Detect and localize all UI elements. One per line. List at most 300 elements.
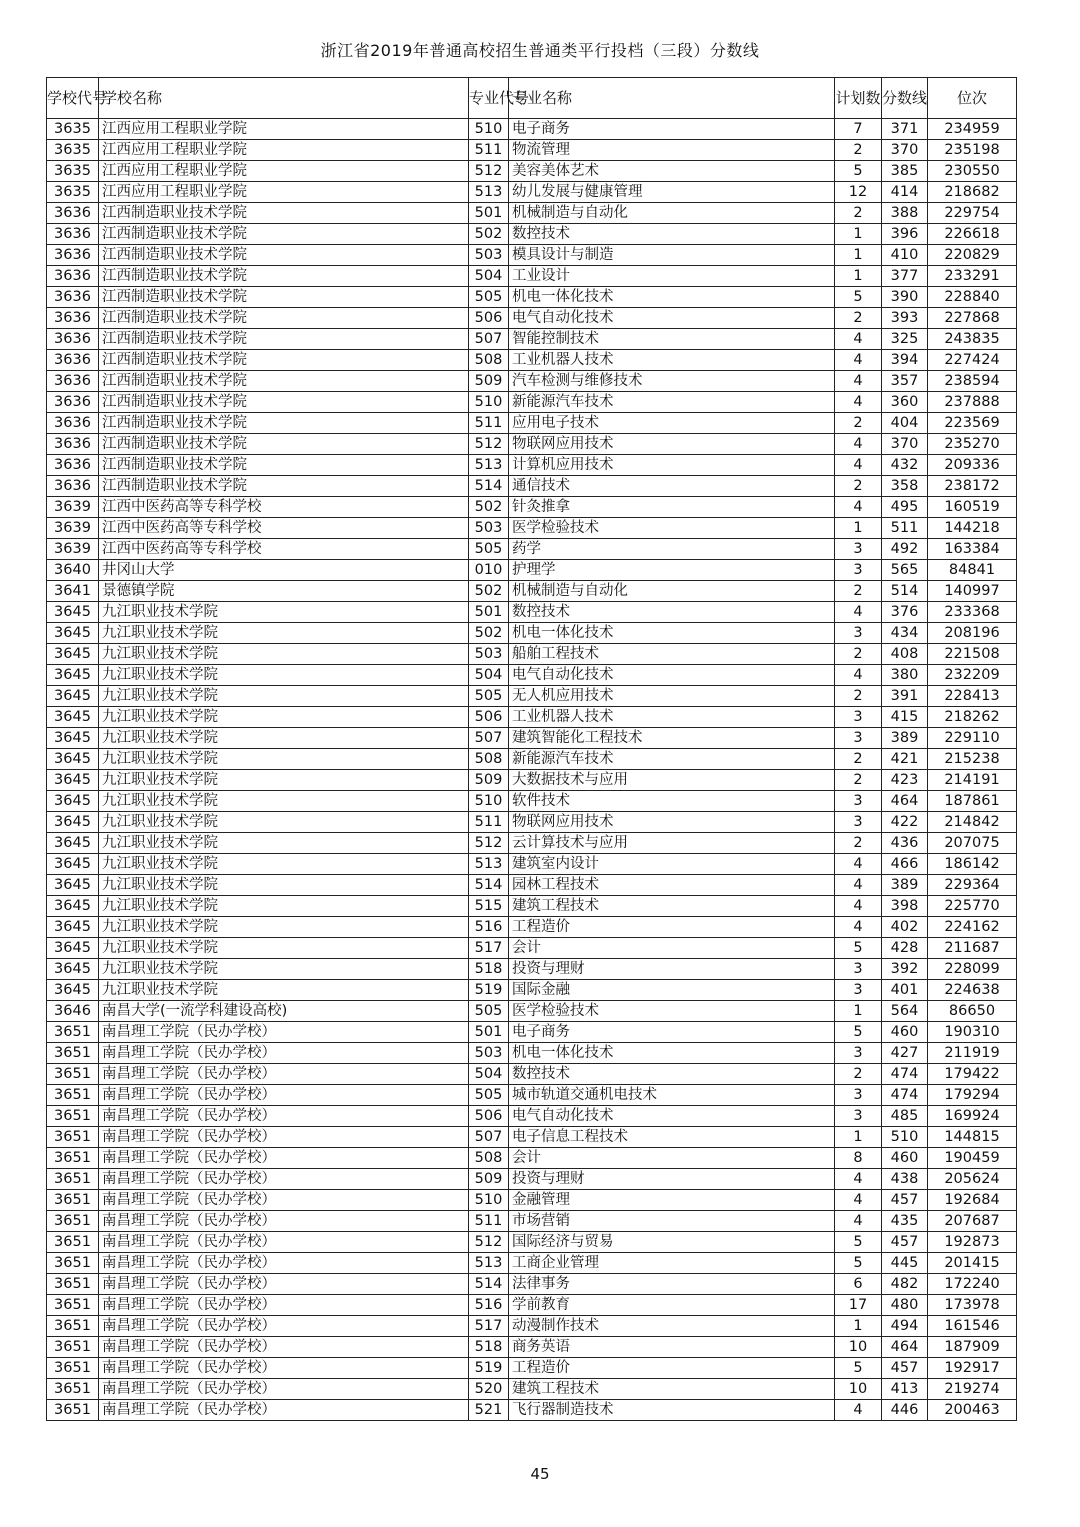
cell-school-code: 3645 (47, 770, 99, 791)
cell-school-code: 3636 (47, 413, 99, 434)
cell-plan: 3 (835, 812, 882, 833)
table-row (47, 833, 1017, 854)
cell-score: 325 (882, 329, 928, 350)
cell-score: 392 (882, 959, 928, 980)
cell-major-code: 505 (469, 1085, 509, 1106)
cell-major-code: 505 (469, 1001, 509, 1022)
cell-major-name: 电气自动化技术 (509, 665, 835, 686)
cell-rank: 207687 (928, 1211, 1017, 1232)
cell-plan: 3 (835, 728, 882, 749)
cell-major-code: 519 (469, 1358, 509, 1379)
cell-major-code: 514 (469, 875, 509, 896)
cell-plan: 3 (835, 1106, 882, 1127)
cell-school-name: 南昌理工学院（民办学校） (99, 1400, 469, 1421)
cell-rank: 192917 (928, 1358, 1017, 1379)
cell-score: 376 (882, 602, 928, 623)
cell-plan: 2 (835, 1064, 882, 1085)
cell-school-code: 3651 (47, 1358, 99, 1379)
cell-score: 358 (882, 476, 928, 497)
cell-major-name: 云计算技术与应用 (509, 833, 835, 854)
cell-major-code: 509 (469, 371, 509, 392)
cell-rank: 187909 (928, 1337, 1017, 1358)
cell-major-name: 机电一体化技术 (509, 623, 835, 644)
cell-school-name: 南昌理工学院（民办学校） (99, 1274, 469, 1295)
header-major-name: 专业名称 (509, 78, 835, 119)
cell-plan: 4 (835, 896, 882, 917)
table-row (47, 1232, 1017, 1253)
cell-major-name: 机械制造与自动化 (509, 581, 835, 602)
cell-major-code: 513 (469, 1253, 509, 1274)
table-row (47, 371, 1017, 392)
cell-score: 370 (882, 434, 928, 455)
cell-rank: 223569 (928, 413, 1017, 434)
cell-school-code: 3636 (47, 455, 99, 476)
cell-plan: 8 (835, 1148, 882, 1169)
header-school-name: 学校名称 (99, 78, 469, 119)
cell-plan: 4 (835, 350, 882, 371)
cell-rank: 211919 (928, 1043, 1017, 1064)
cell-major-name: 城市轨道交通机电技术 (509, 1085, 835, 1106)
cell-major-name: 动漫制作技术 (509, 1316, 835, 1337)
cell-major-name: 电气自动化技术 (509, 308, 835, 329)
cell-school-code: 3646 (47, 1001, 99, 1022)
cell-rank: 209336 (928, 455, 1017, 476)
table-row (47, 1169, 1017, 1190)
cell-school-code: 3645 (47, 791, 99, 812)
cell-major-name: 数控技术 (509, 224, 835, 245)
cell-rank: 163384 (928, 539, 1017, 560)
cell-school-name: 九江职业技术学院 (99, 896, 469, 917)
cell-school-code: 3636 (47, 392, 99, 413)
cell-rank: 160519 (928, 497, 1017, 518)
cell-plan: 3 (835, 539, 882, 560)
cell-score: 410 (882, 245, 928, 266)
cell-major-name: 电子商务 (509, 119, 835, 140)
cell-rank: 230550 (928, 161, 1017, 182)
cell-score: 457 (882, 1190, 928, 1211)
cell-school-name: 江西制造职业技术学院 (99, 476, 469, 497)
cell-school-name: 江西制造职业技术学院 (99, 455, 469, 476)
cell-rank: 144815 (928, 1127, 1017, 1148)
cell-school-name: 南昌理工学院（民办学校） (99, 1169, 469, 1190)
cell-rank: 190310 (928, 1022, 1017, 1043)
cell-school-name: 九江职业技术学院 (99, 959, 469, 980)
cell-rank: 173978 (928, 1295, 1017, 1316)
cell-major-code: 507 (469, 329, 509, 350)
cell-school-code: 3636 (47, 329, 99, 350)
cell-major-code: 512 (469, 833, 509, 854)
cell-score: 482 (882, 1274, 928, 1295)
cell-plan: 4 (835, 875, 882, 896)
cell-plan: 3 (835, 560, 882, 581)
cell-plan: 2 (835, 833, 882, 854)
cell-major-name: 工业设计 (509, 266, 835, 287)
header-school-code: 学校代号 (47, 78, 99, 119)
cell-score: 423 (882, 770, 928, 791)
cell-school-code: 3636 (47, 476, 99, 497)
cell-school-name: 九江职业技术学院 (99, 770, 469, 791)
cell-major-name: 大数据技术与应用 (509, 770, 835, 791)
table-row (47, 623, 1017, 644)
header-major-code: 专业代号 (469, 78, 509, 119)
cell-plan: 1 (835, 518, 882, 539)
table-row (47, 308, 1017, 329)
cell-major-name: 工业机器人技术 (509, 350, 835, 371)
cell-school-code: 3651 (47, 1043, 99, 1064)
table-row (47, 1022, 1017, 1043)
table-row (47, 1043, 1017, 1064)
cell-school-code: 3645 (47, 896, 99, 917)
cell-plan: 2 (835, 686, 882, 707)
cell-major-code: 505 (469, 287, 509, 308)
cell-school-code: 3645 (47, 959, 99, 980)
cell-major-name: 投资与理财 (509, 959, 835, 980)
cell-major-code: 509 (469, 770, 509, 791)
table-row (47, 854, 1017, 875)
cell-school-name: 南昌理工学院（民办学校） (99, 1106, 469, 1127)
cell-school-code: 3645 (47, 644, 99, 665)
table-row (47, 1316, 1017, 1337)
cell-major-name: 会计 (509, 1148, 835, 1169)
cell-plan: 4 (835, 1400, 882, 1421)
cell-rank: 201415 (928, 1253, 1017, 1274)
page-number: 45 (530, 1465, 550, 1483)
cell-score: 438 (882, 1169, 928, 1190)
cell-school-name: 江西中医药高等专科学校 (99, 518, 469, 539)
cell-school-name: 九江职业技术学院 (99, 728, 469, 749)
cell-school-code: 3651 (47, 1022, 99, 1043)
table-row (47, 1379, 1017, 1400)
cell-rank: 220829 (928, 245, 1017, 266)
cell-major-code: 010 (469, 560, 509, 581)
cell-plan: 1 (835, 224, 882, 245)
table-row (47, 329, 1017, 350)
cell-plan: 4 (835, 1169, 882, 1190)
cell-school-name: 江西中医药高等专科学校 (99, 539, 469, 560)
cell-plan: 2 (835, 581, 882, 602)
cell-school-name: 南昌理工学院（民办学校） (99, 1043, 469, 1064)
cell-score: 401 (882, 980, 928, 1001)
cell-score: 391 (882, 686, 928, 707)
cell-school-name: 江西制造职业技术学院 (99, 287, 469, 308)
cell-major-name: 会计 (509, 938, 835, 959)
cell-rank: 140997 (928, 581, 1017, 602)
cell-major-code: 515 (469, 896, 509, 917)
cell-plan: 4 (835, 854, 882, 875)
cell-school-code: 3645 (47, 833, 99, 854)
table-row (47, 728, 1017, 749)
cell-school-code: 3651 (47, 1211, 99, 1232)
table-row (47, 749, 1017, 770)
cell-major-name: 投资与理财 (509, 1169, 835, 1190)
cell-school-name: 南昌理工学院（民办学校） (99, 1127, 469, 1148)
cell-school-name: 九江职业技术学院 (99, 980, 469, 1001)
cell-major-name: 无人机应用技术 (509, 686, 835, 707)
table-row (47, 1148, 1017, 1169)
table-row (47, 1337, 1017, 1358)
table-row (47, 287, 1017, 308)
cell-plan: 4 (835, 1211, 882, 1232)
cell-score: 460 (882, 1022, 928, 1043)
cell-school-name: 九江职业技术学院 (99, 917, 469, 938)
cell-school-name: 南昌理工学院（民办学校） (99, 1064, 469, 1085)
cell-plan: 1 (835, 1316, 882, 1337)
cell-school-code: 3636 (47, 266, 99, 287)
cell-rank: 238172 (928, 476, 1017, 497)
cell-score: 457 (882, 1358, 928, 1379)
cell-major-name: 通信技术 (509, 476, 835, 497)
cell-score: 385 (882, 161, 928, 182)
cell-score: 434 (882, 623, 928, 644)
cell-major-name: 国际金融 (509, 980, 835, 1001)
cell-score: 460 (882, 1148, 928, 1169)
cell-major-name: 医学检验技术 (509, 1001, 835, 1022)
table-row (47, 581, 1017, 602)
cell-major-name: 应用电子技术 (509, 413, 835, 434)
cell-score: 464 (882, 791, 928, 812)
cell-rank: 224638 (928, 980, 1017, 1001)
cell-rank: 228413 (928, 686, 1017, 707)
cell-rank: 179294 (928, 1085, 1017, 1106)
header-score: 分数线 (882, 78, 928, 119)
cell-major-code: 508 (469, 749, 509, 770)
cell-plan: 3 (835, 1085, 882, 1106)
cell-school-code: 3645 (47, 875, 99, 896)
cell-score: 421 (882, 749, 928, 770)
cell-major-code: 513 (469, 854, 509, 875)
cell-score: 428 (882, 938, 928, 959)
cell-plan: 5 (835, 1253, 882, 1274)
cell-school-name: 江西制造职业技术学院 (99, 329, 469, 350)
cell-school-name: 江西应用工程职业学院 (99, 140, 469, 161)
cell-rank: 228840 (928, 287, 1017, 308)
cell-school-code: 3651 (47, 1232, 99, 1253)
cell-major-name: 药学 (509, 539, 835, 560)
cell-score: 435 (882, 1211, 928, 1232)
cell-major-code: 514 (469, 1274, 509, 1295)
cell-plan: 3 (835, 707, 882, 728)
table-row (47, 959, 1017, 980)
cell-rank: 187861 (928, 791, 1017, 812)
cell-school-name: 南昌理工学院（民办学校） (99, 1148, 469, 1169)
cell-school-name: 江西制造职业技术学院 (99, 308, 469, 329)
cell-score: 480 (882, 1295, 928, 1316)
table-row (47, 686, 1017, 707)
admission-score-table (46, 77, 1017, 1421)
cell-rank: 218262 (928, 707, 1017, 728)
cell-school-code: 3651 (47, 1106, 99, 1127)
cell-score: 474 (882, 1085, 928, 1106)
cell-school-name: 江西制造职业技术学院 (99, 224, 469, 245)
cell-major-name: 法律事务 (509, 1274, 835, 1295)
cell-school-code: 3651 (47, 1337, 99, 1358)
table-row (47, 434, 1017, 455)
table-row (47, 350, 1017, 371)
cell-rank: 207075 (928, 833, 1017, 854)
cell-plan: 12 (835, 182, 882, 203)
cell-school-name: 九江职业技术学院 (99, 623, 469, 644)
cell-school-code: 3651 (47, 1274, 99, 1295)
cell-school-name: 九江职业技术学院 (99, 791, 469, 812)
cell-score: 492 (882, 539, 928, 560)
cell-score: 474 (882, 1064, 928, 1085)
cell-plan: 17 (835, 1295, 882, 1316)
cell-score: 393 (882, 308, 928, 329)
cell-major-name: 幼儿发展与健康管理 (509, 182, 835, 203)
cell-score: 514 (882, 581, 928, 602)
cell-school-code: 3641 (47, 581, 99, 602)
cell-school-code: 3636 (47, 224, 99, 245)
cell-rank: 84841 (928, 560, 1017, 581)
table-row (47, 1085, 1017, 1106)
cell-major-name: 建筑智能化工程技术 (509, 728, 835, 749)
cell-plan: 4 (835, 602, 882, 623)
header-plan: 计划数 (835, 78, 882, 119)
cell-school-name: 南昌理工学院（民办学校） (99, 1358, 469, 1379)
cell-score: 414 (882, 182, 928, 203)
cell-major-code: 510 (469, 119, 509, 140)
cell-school-name: 九江职业技术学院 (99, 938, 469, 959)
cell-score: 389 (882, 875, 928, 896)
cell-major-code: 516 (469, 917, 509, 938)
cell-major-code: 507 (469, 728, 509, 749)
cell-plan: 3 (835, 1043, 882, 1064)
cell-plan: 4 (835, 392, 882, 413)
cell-rank: 200463 (928, 1400, 1017, 1421)
table-row (47, 539, 1017, 560)
cell-major-code: 519 (469, 980, 509, 1001)
cell-score: 394 (882, 350, 928, 371)
cell-score: 396 (882, 224, 928, 245)
table-body (47, 119, 1017, 1421)
cell-school-name: 南昌理工学院（民办学校） (99, 1253, 469, 1274)
cell-plan: 10 (835, 1337, 882, 1358)
cell-plan: 2 (835, 413, 882, 434)
cell-score: 380 (882, 665, 928, 686)
table-row (47, 1190, 1017, 1211)
cell-major-code: 521 (469, 1400, 509, 1421)
cell-school-code: 3636 (47, 287, 99, 308)
cell-plan: 3 (835, 959, 882, 980)
cell-score: 377 (882, 266, 928, 287)
cell-rank: 215238 (928, 749, 1017, 770)
cell-score: 408 (882, 644, 928, 665)
cell-rank: 219274 (928, 1379, 1017, 1400)
cell-school-code: 3645 (47, 749, 99, 770)
cell-school-name: 南昌理工学院（民办学校） (99, 1022, 469, 1043)
cell-school-name: 南昌理工学院（民办学校） (99, 1211, 469, 1232)
cell-rank: 243835 (928, 329, 1017, 350)
cell-school-code: 3636 (47, 308, 99, 329)
cell-score: 466 (882, 854, 928, 875)
cell-plan: 4 (835, 497, 882, 518)
table-row (47, 644, 1017, 665)
cell-rank: 192873 (928, 1232, 1017, 1253)
cell-major-name: 船舶工程技术 (509, 644, 835, 665)
cell-school-code: 3651 (47, 1379, 99, 1400)
cell-school-code: 3645 (47, 728, 99, 749)
cell-school-code: 3639 (47, 518, 99, 539)
cell-score: 494 (882, 1316, 928, 1337)
cell-major-name: 建筑室内设计 (509, 854, 835, 875)
table-row (47, 1001, 1017, 1022)
cell-major-code: 511 (469, 140, 509, 161)
cell-major-name: 机电一体化技术 (509, 1043, 835, 1064)
cell-school-name: 南昌理工学院（民办学校） (99, 1337, 469, 1358)
cell-school-code: 3645 (47, 854, 99, 875)
cell-score: 413 (882, 1379, 928, 1400)
cell-plan: 5 (835, 287, 882, 308)
cell-major-code: 517 (469, 1316, 509, 1337)
table-row (47, 1064, 1017, 1085)
cell-score: 446 (882, 1400, 928, 1421)
table-row (47, 266, 1017, 287)
cell-major-name: 护理学 (509, 560, 835, 581)
table-row (47, 392, 1017, 413)
cell-major-name: 电气自动化技术 (509, 1106, 835, 1127)
cell-major-code: 502 (469, 497, 509, 518)
cell-school-code: 3651 (47, 1253, 99, 1274)
cell-school-name: 南昌理工学院（民办学校） (99, 1316, 469, 1337)
cell-major-name: 机械制造与自动化 (509, 203, 835, 224)
cell-score: 357 (882, 371, 928, 392)
table-row (47, 770, 1017, 791)
cell-rank: 228099 (928, 959, 1017, 980)
cell-plan: 2 (835, 140, 882, 161)
cell-major-code: 517 (469, 938, 509, 959)
cell-score: 389 (882, 728, 928, 749)
cell-major-code: 510 (469, 1190, 509, 1211)
cell-score: 360 (882, 392, 928, 413)
cell-rank: 179422 (928, 1064, 1017, 1085)
table-row (47, 707, 1017, 728)
cell-rank: 232209 (928, 665, 1017, 686)
cell-school-code: 3645 (47, 980, 99, 1001)
table-row (47, 224, 1017, 245)
cell-school-code: 3645 (47, 623, 99, 644)
cell-school-code: 3636 (47, 350, 99, 371)
table-row (47, 497, 1017, 518)
cell-major-name: 飞行器制造技术 (509, 1400, 835, 1421)
cell-major-code: 504 (469, 266, 509, 287)
cell-rank: 211687 (928, 938, 1017, 959)
cell-rank: 186142 (928, 854, 1017, 875)
cell-plan: 5 (835, 1358, 882, 1379)
cell-rank: 192684 (928, 1190, 1017, 1211)
cell-score: 510 (882, 1127, 928, 1148)
cell-rank: 226618 (928, 224, 1017, 245)
cell-plan: 2 (835, 308, 882, 329)
cell-rank: 229754 (928, 203, 1017, 224)
table-row (47, 980, 1017, 1001)
table-row (47, 938, 1017, 959)
cell-score: 464 (882, 1337, 928, 1358)
cell-major-code: 501 (469, 602, 509, 623)
cell-plan: 5 (835, 161, 882, 182)
cell-school-name: 江西制造职业技术学院 (99, 371, 469, 392)
table-row (47, 518, 1017, 539)
cell-plan: 4 (835, 665, 882, 686)
cell-major-code: 506 (469, 707, 509, 728)
cell-major-name: 学前教育 (509, 1295, 835, 1316)
cell-school-name: 九江职业技术学院 (99, 749, 469, 770)
cell-school-code: 3635 (47, 140, 99, 161)
cell-plan: 1 (835, 245, 882, 266)
cell-plan: 4 (835, 329, 882, 350)
cell-major-name: 建筑工程技术 (509, 896, 835, 917)
cell-score: 457 (882, 1232, 928, 1253)
cell-school-code: 3645 (47, 686, 99, 707)
